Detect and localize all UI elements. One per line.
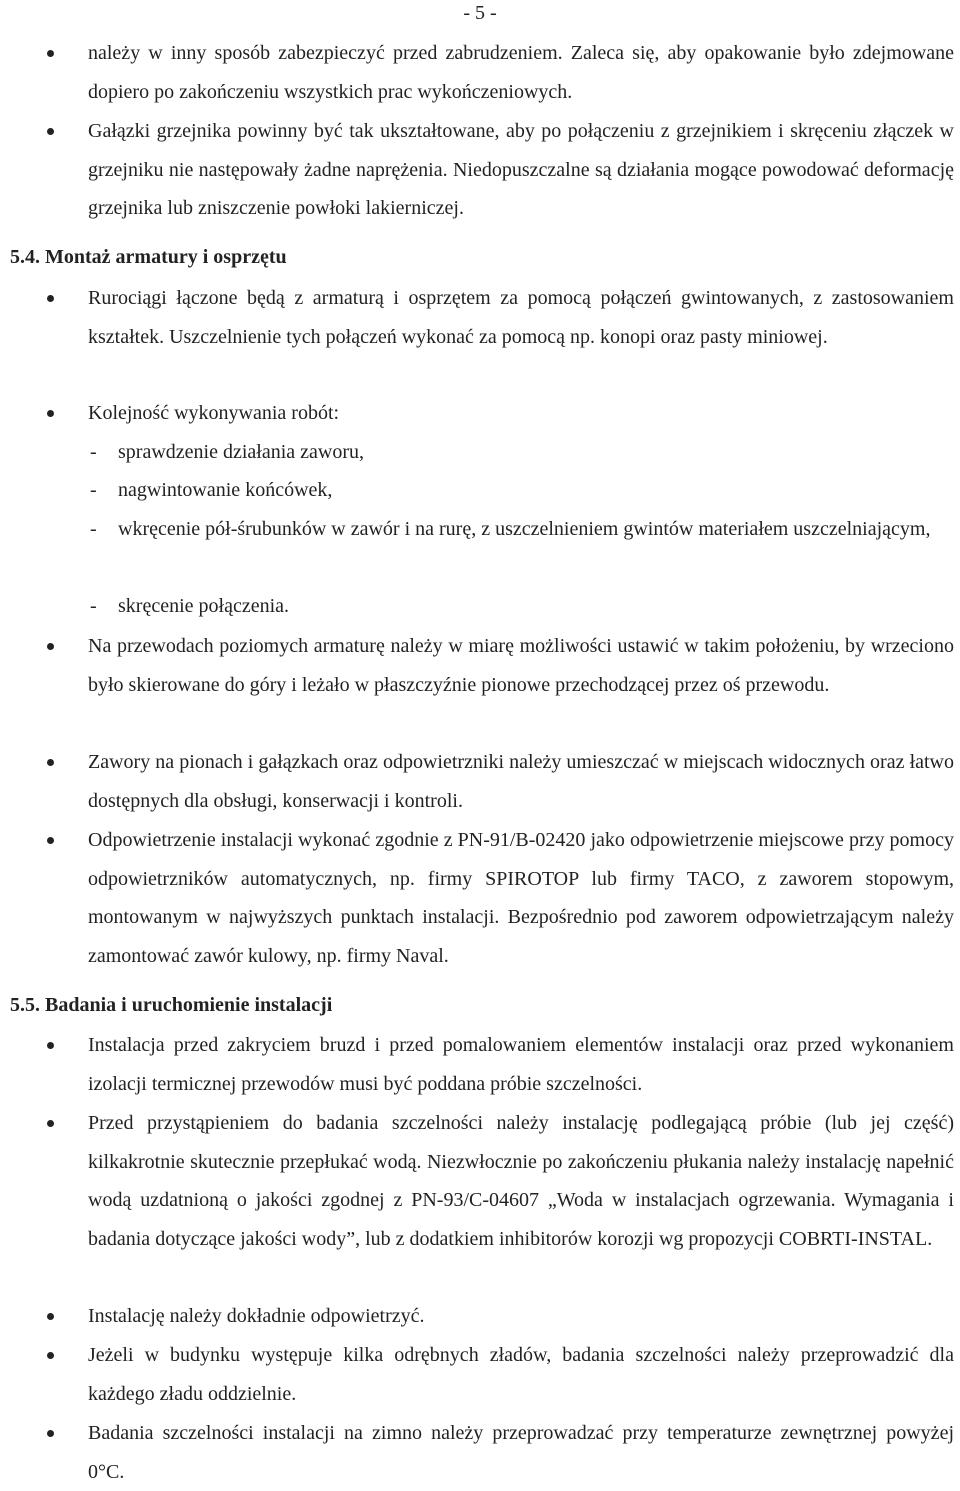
bullet-icon <box>46 1297 54 1336</box>
section-heading-5-4: 5.4. Montaż armatury i osprzętu <box>10 246 287 268</box>
bullet-item-multiple-circuits <box>88 1336 954 1413</box>
bullet-icon <box>46 1336 54 1375</box>
bullet-item-flushing <box>88 1104 954 1258</box>
dash-marker: - <box>90 518 97 540</box>
bullet-text: Zawory na pionach i gałązkach oraz odpowietrzniki należy umieszczać w miejscach widocznych oraz łatwo dostępnych dla obsługi, konserwacji i kontroli. <box>88 751 954 812</box>
dash-marker: - <box>90 479 97 501</box>
bullet-text: Rurociągi łączone będą z armaturą i osprzętem za pomocą połączeń gwintowanych, z zastosowaniem kształtek. Uszczelnienie tych połączeń wykonać za pomocą np. konopi oraz pasty miniowej. <box>88 287 954 348</box>
bullet-icon <box>46 394 54 433</box>
bullet-icon <box>46 34 54 73</box>
page-number: - 5 - <box>463 2 497 24</box>
bullet-item-work-order <box>88 394 954 433</box>
dash-item <box>90 510 954 549</box>
bullet-text: Kolejność wykonywania robót: <box>88 402 340 424</box>
bullet-text: Badania szczelności instalacji na zimno należy przeprowadzać przy temperaturze zewnętrznej powyżej 0°C. <box>88 1422 954 1483</box>
bullet-text: Jeżeli w budynku występuje kilka odrębnych zładów, badania szczelności należy przeprowadzić dla każdego zładu oddzielnie. <box>88 1344 954 1405</box>
bullet-icon <box>46 821 54 860</box>
bullet-text: należy w inny sposób zabezpieczyć przed zabrudzeniem. Zaleca się, aby opakowanie było zdejmowane dopiero po zakończeniu wszystkich prac wykończeniowych. <box>88 42 954 103</box>
bullet-icon <box>46 743 54 782</box>
dash-text: nagwintowanie końcówek, <box>118 479 333 501</box>
bullet-item-tightness-test <box>88 1026 954 1103</box>
dash-text: skręcenie połączenia. <box>118 595 290 617</box>
dash-marker: - <box>90 595 97 617</box>
dash-item <box>90 471 954 510</box>
bullet-icon <box>46 1414 54 1453</box>
bullet-item-radiator-branches <box>88 112 954 228</box>
bullet-item-cold-test <box>88 1414 954 1491</box>
bullet-icon <box>46 1026 54 1065</box>
dash-marker: - <box>90 441 97 463</box>
bullet-text: Instalację należy dokładnie odpowietrzyć. <box>88 1305 425 1327</box>
bullet-icon <box>46 112 54 151</box>
dash-item <box>90 433 954 472</box>
bullet-text: Gałązki grzejnika powinny być tak ukształtowane, aby po połączeniu z grzejnikiem i skręceniu złączek w grzejniku nie następowały żadne naprężenia. Niedopuszczalne są działania mogące powodować deformację grzejnika lub zniszczenie powłoki lakierniczej. <box>88 120 954 220</box>
bullet-text: Odpowietrzenie instalacji wykonać zgodnie z PN-91/B-02420 jako odpowietrzenie miejscowe przy pomocy odpowietrzników automatycznych, np. firmy SPIROTOP lub firmy TACO, z zaworem stopowym, montowanym w najwyższych punktach instalacji. Bezpośrednio pod zaworem odpowietrzającym należy zamontować zawór kulowy, np. firmy Naval. <box>88 829 954 967</box>
bullet-item-horizontal-valves <box>88 627 954 704</box>
bullet-item-valve-placement <box>88 743 954 820</box>
bullet-text: Przed przystąpieniem do badania szczelności należy instalację podlegającą próbie (lub jej część) kilkakrotnie skutecznie przepłukać wodą. Niezwłocznie po zakończeniu płukania należy instalację napełnić wodą uzdatnioną o jakości zgodnej z PN-93/C-04607 „Woda w instalacjach ogrzewania. Wymagania i badania dotyczące jakości wody”, lub z dodatkiem inhibitorów korozji wg propozycji COBRTI-INSTAL. <box>88 1112 954 1250</box>
bullet-icon <box>46 627 54 666</box>
dash-text: sprawdzenie działania zaworu, <box>118 441 364 463</box>
bullet-icon <box>46 279 54 318</box>
bullet-item-packaging <box>88 34 954 111</box>
bullet-text: Na przewodach poziomych armaturę należy w miarę możliwości ustawić w takim położeniu, by wrzeciono było skierowane do góry i leżało w płaszczyźnie pionowe przechodzącej przez oś przewodu. <box>88 635 954 696</box>
dash-item <box>90 587 954 626</box>
section-heading-5-5: 5.5. Badania i uruchomienie instalacji <box>10 994 333 1016</box>
dash-text: wkręcenie pół-śrubunków w zawór i na rurę, z uszczelnieniem gwintów materiałem uszczelniającym, <box>118 518 931 540</box>
bullet-item-venting <box>88 821 954 975</box>
bullet-item-deaeration <box>88 1297 954 1336</box>
bullet-text: Instalacja przed zakryciem bruzd i przed pomalowaniem elementów instalacji oraz przed wykonaniem izolacji termicznej przewodów musi być poddana próbie szczelności. <box>88 1034 954 1095</box>
bullet-icon <box>46 1104 54 1143</box>
bullet-item-pipelines <box>88 279 954 356</box>
